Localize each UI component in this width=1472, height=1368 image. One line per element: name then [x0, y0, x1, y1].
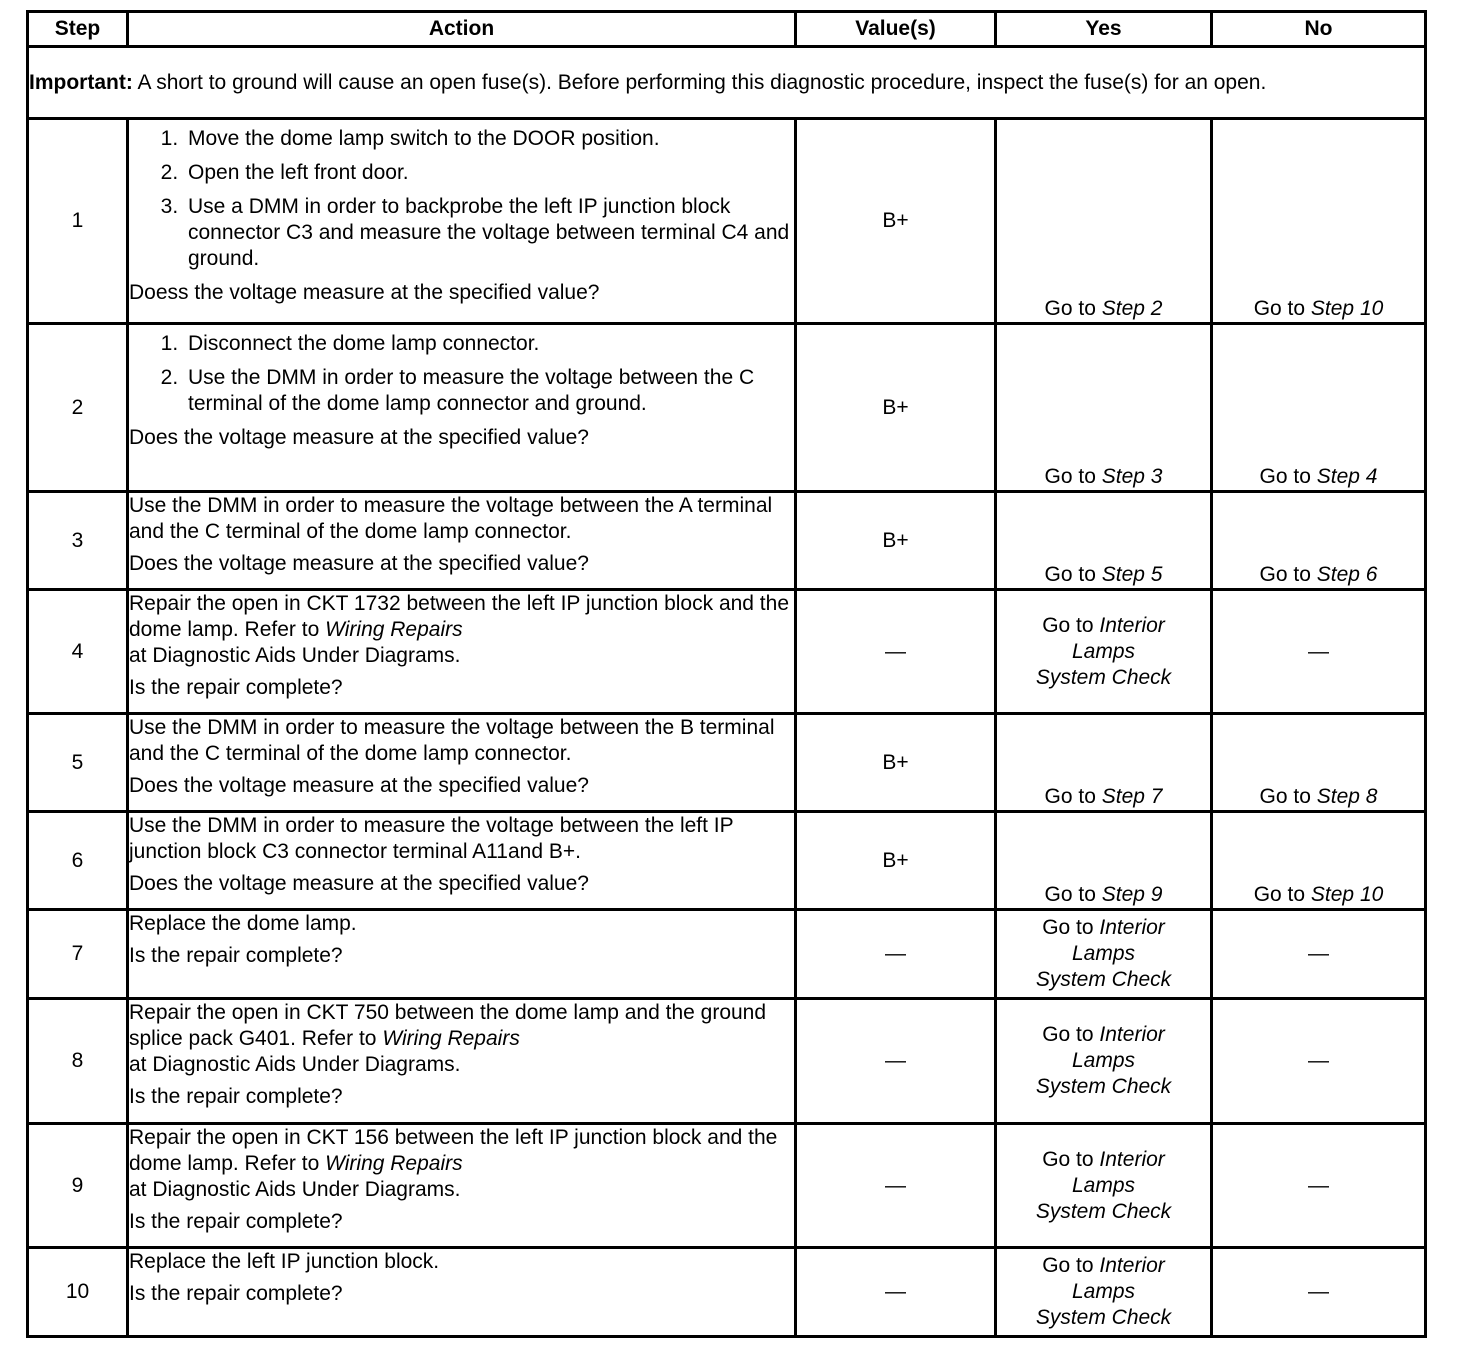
action-cell — [128, 492, 796, 590]
no-link[interactable]: Step 10 — [1310, 297, 1384, 320]
yes-prefix: Go to — [1044, 297, 1096, 320]
step-number: 10 — [28, 1248, 128, 1337]
no-cell: — — [1212, 999, 1426, 1124]
yes-link[interactable]: Step 2 — [1101, 297, 1163, 320]
yes-cell — [996, 590, 1212, 714]
header-row — [28, 12, 1426, 47]
wiring-repairs-link[interactable]: Wiring Repairs — [382, 1027, 520, 1050]
yes-cell — [996, 714, 1212, 812]
no-cell: — — [1212, 910, 1426, 999]
yes-link[interactable]: Step 7 — [1101, 785, 1163, 808]
action-item: 2. Open the left front door. — [184, 160, 794, 186]
no-cell — [1212, 119, 1426, 324]
yes-prefix: Go to — [1042, 613, 1094, 637]
value-cell: B+ — [796, 812, 996, 910]
value-cell: B+ — [796, 492, 996, 590]
step-number: 5 — [28, 714, 128, 812]
no-link[interactable]: Step 6 — [1316, 563, 1378, 586]
table-row — [28, 119, 1426, 324]
yes-link[interactable]: Step 5 — [1101, 563, 1163, 586]
step-number: 3 — [28, 492, 128, 590]
yes-link-line2[interactable]: Lamps — [1071, 1049, 1136, 1072]
action-cell — [128, 324, 796, 492]
yes-link-line3[interactable]: System Check — [1035, 1199, 1172, 1223]
important-label: Important: — [29, 71, 133, 94]
table-row — [28, 1248, 1426, 1337]
important-row — [28, 47, 1426, 119]
action-cell — [128, 1248, 796, 1337]
action-text: Use the DMM in order to measure the voltage between the B terminal and the C terminal of the dome lamp connector. — [129, 716, 775, 765]
yes-link[interactable]: Step 9 — [1101, 883, 1163, 906]
no-link[interactable]: Step 10 — [1310, 883, 1384, 906]
header-action: Action — [128, 12, 796, 47]
yes-link-line2[interactable]: Lamps — [1071, 1173, 1136, 1197]
value-cell: — — [796, 590, 996, 714]
yes-link-line3[interactable]: System Check — [1035, 1075, 1172, 1098]
action-text: Use the DMM in order to measure the voltage between the A terminal and the C terminal of the dome lamp connector. — [129, 494, 773, 543]
yes-cell — [996, 812, 1212, 910]
no-cell: — — [1212, 1248, 1426, 1337]
action-text-tail: at Diagnostic Aids Under Diagrams. — [129, 1178, 461, 1201]
action-cell — [128, 119, 796, 324]
action-text-main: Repair the open in CKT 156 between the left IP junction block and the dome lamp. Refer to — [129, 1126, 778, 1175]
no-link[interactable]: Step 4 — [1316, 465, 1378, 488]
value-cell: — — [796, 999, 996, 1124]
table-row — [28, 812, 1426, 910]
yes-cell — [996, 492, 1212, 590]
action-question: Is the repair complete? — [129, 1282, 343, 1305]
yes-link[interactable]: Interior — [1099, 1147, 1165, 1171]
yes-link[interactable]: Interior — [1099, 1254, 1165, 1277]
action-cell — [128, 812, 796, 910]
action-text: Replace the dome lamp. — [129, 912, 357, 935]
yes-prefix: Go to — [1042, 1147, 1094, 1171]
value-cell: — — [796, 1248, 996, 1337]
no-cell: — — [1212, 590, 1426, 714]
step-number: 1 — [28, 119, 128, 324]
yes-prefix: Go to — [1042, 1254, 1094, 1277]
important-text: A short to ground will cause an open fuse(s). Before performing this diagnostic procedure, inspect the fuse(s) for an open. — [137, 71, 1267, 94]
yes-prefix: Go to — [1044, 563, 1096, 586]
important-note — [28, 47, 1426, 119]
table-row — [28, 590, 1426, 714]
value-cell: B+ — [796, 714, 996, 812]
step-number: 6 — [28, 812, 128, 910]
yes-cell — [996, 119, 1212, 324]
action-text-tail: at Diagnostic Aids Under Diagrams. — [129, 1053, 461, 1076]
no-cell — [1212, 324, 1426, 492]
action-cell — [128, 714, 796, 812]
action-cell — [128, 590, 796, 714]
step-number: 4 — [28, 590, 128, 714]
action-text: Use the DMM in order to measure the voltage between the left IP junction block C3 connector terminal A11and B+. — [129, 814, 734, 863]
action-cell — [128, 999, 796, 1124]
table-row — [28, 324, 1426, 492]
yes-prefix: Go to — [1044, 465, 1096, 488]
yes-cell — [996, 910, 1212, 999]
header-values: Value(s) — [796, 12, 996, 47]
action-question: Does the voltage measure at the specified value? — [129, 774, 589, 797]
step-number: 9 — [28, 1124, 128, 1248]
step-number: 2 — [28, 324, 128, 492]
header-no: No — [1212, 12, 1426, 47]
value-cell: B+ — [796, 119, 996, 324]
yes-cell — [996, 1248, 1212, 1337]
table-row — [28, 714, 1426, 812]
action-question: Is the repair complete? — [129, 1210, 343, 1233]
action-text-tail: at Diagnostic Aids Under Diagrams. — [129, 644, 461, 667]
yes-cell — [996, 324, 1212, 492]
action-question: Is the repair complete? — [129, 944, 343, 967]
yes-link-line3[interactable]: System Check — [1035, 665, 1172, 689]
table-row — [28, 492, 1426, 590]
yes-link[interactable]: Interior — [1099, 613, 1165, 637]
action-item: 2. Use the DMM in order to measure the voltage between the C terminal of the dome lamp connector and ground. — [184, 365, 794, 417]
value-cell: — — [796, 910, 996, 999]
no-cell — [1212, 492, 1426, 590]
yes-prefix: Go to — [1044, 785, 1096, 808]
action-cell — [128, 1124, 796, 1248]
step-number: 8 — [28, 999, 128, 1124]
value-cell: — — [796, 1124, 996, 1248]
table-row — [28, 910, 1426, 999]
action-question: Does the voltage measure at the specified value? — [129, 552, 589, 575]
action-question: Does the voltage measure at the specified value? — [129, 872, 589, 895]
header-yes: Yes — [996, 12, 1212, 47]
yes-link[interactable]: Step 3 — [1101, 465, 1163, 488]
action-text-main: Repair the open in CKT 750 between the dome lamp and the ground splice pack G401. Refer to — [129, 1001, 767, 1050]
no-prefix: Go to — [1253, 297, 1306, 320]
action-question: Does the voltage measure at the specified value? — [129, 426, 589, 449]
no-cell: — — [1212, 1124, 1426, 1248]
no-prefix: Go to — [1259, 563, 1311, 586]
action-question: Is the repair complete? — [129, 1085, 343, 1108]
yes-link-line3[interactable]: System Check — [1035, 968, 1172, 991]
yes-link-line2[interactable]: Lamps — [1071, 942, 1136, 965]
yes-link-line2[interactable]: Lamps — [1071, 639, 1136, 663]
no-prefix: Go to — [1259, 785, 1311, 808]
action-list — [129, 126, 794, 272]
yes-link-line2[interactable]: Lamps — [1071, 1280, 1136, 1303]
no-prefix: Go to — [1259, 465, 1311, 488]
action-text — [129, 1125, 794, 1203]
action-question: Doess the voltage measure at the specified value? — [129, 281, 600, 304]
yes-link[interactable]: Interior — [1099, 916, 1165, 939]
yes-cell — [996, 1124, 1212, 1248]
yes-link-line3[interactable]: System Check — [1035, 1306, 1172, 1329]
diagnostic-table — [26, 10, 1427, 1338]
action-text-main: Repair the open in CKT 1732 between the left IP junction block and the dome lamp. Refer to — [129, 592, 790, 641]
yes-cell — [996, 999, 1212, 1124]
action-text — [129, 591, 794, 669]
action-item: 3. Use a DMM in order to backprobe the left IP junction block connector C3 and measure the voltage between terminal C4 and ground. — [184, 194, 794, 272]
action-text — [129, 1000, 794, 1078]
header-step: Step — [28, 12, 128, 47]
action-list — [129, 331, 794, 417]
action-text: Replace the left IP junction block. — [129, 1250, 440, 1273]
table-row — [28, 999, 1426, 1124]
no-link[interactable]: Step 8 — [1316, 785, 1378, 808]
value-cell: B+ — [796, 324, 996, 492]
yes-prefix: Go to — [1042, 916, 1094, 939]
yes-prefix: Go to — [1042, 1023, 1094, 1046]
action-question: Is the repair complete? — [129, 676, 343, 699]
step-number: 7 — [28, 910, 128, 999]
action-cell — [128, 910, 796, 999]
wiring-repairs-link[interactable]: Wiring Repairs — [325, 618, 463, 641]
action-item: 1. Move the dome lamp switch to the DOOR position. — [184, 126, 794, 152]
yes-prefix: Go to — [1044, 883, 1096, 906]
yes-link[interactable]: Interior — [1099, 1023, 1165, 1046]
wiring-repairs-link[interactable]: Wiring Repairs — [325, 1152, 463, 1175]
no-cell — [1212, 812, 1426, 910]
no-cell — [1212, 714, 1426, 812]
action-item: 1. Disconnect the dome lamp connector. — [184, 331, 794, 357]
table-row — [28, 1124, 1426, 1248]
no-prefix: Go to — [1253, 883, 1306, 906]
